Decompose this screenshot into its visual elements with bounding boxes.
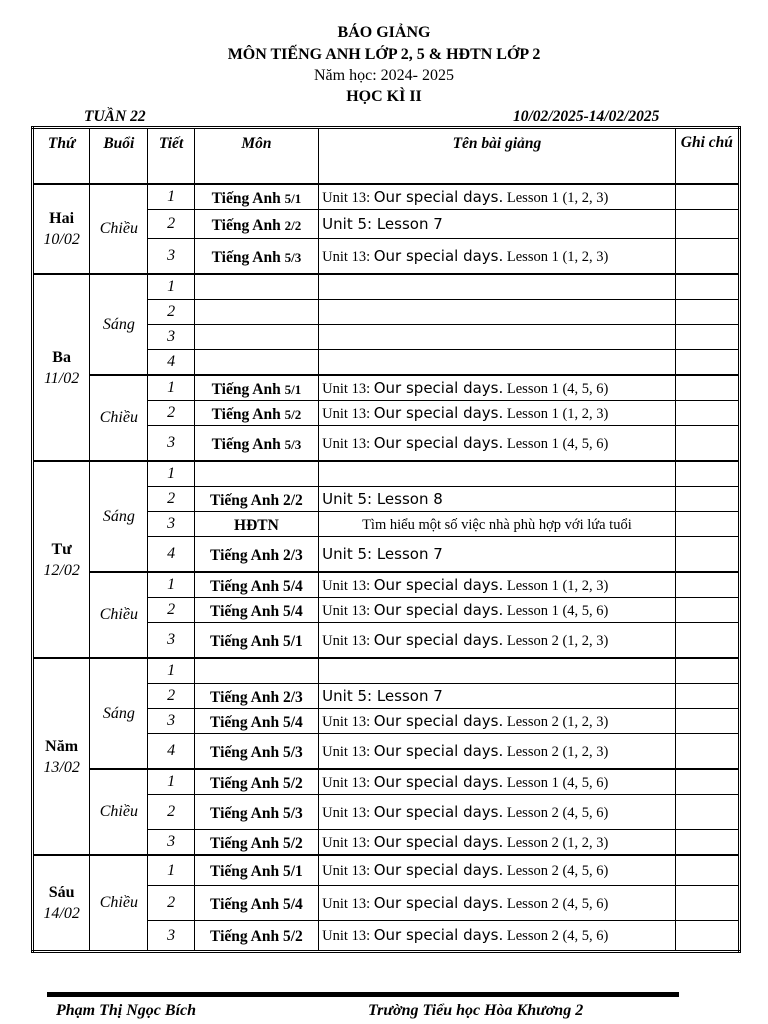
session-cell: Chiều bbox=[90, 184, 148, 274]
subject-name: Tiếng Anh 5/2 bbox=[210, 928, 303, 945]
table-row bbox=[33, 184, 740, 210]
day-cell bbox=[33, 274, 90, 461]
subject-name: Tiếng Anh bbox=[211, 189, 281, 207]
lesson-cell bbox=[319, 598, 676, 623]
subject-cell bbox=[194, 461, 319, 487]
subject-cell bbox=[194, 830, 319, 856]
lesson-number: Lesson 2 (4, 5, 6) bbox=[503, 804, 609, 821]
lesson-number: Lesson 1 (4, 5, 6) bbox=[503, 774, 609, 791]
class-code: 5/1 bbox=[284, 381, 302, 397]
table-row bbox=[33, 855, 740, 886]
lesson-cell bbox=[319, 684, 676, 709]
period-cell: 3 bbox=[148, 830, 194, 856]
lesson-unit: Unit 13: bbox=[322, 380, 374, 397]
lesson-unit: Unit 13: bbox=[322, 577, 374, 594]
subject-name: Tiếng Anh 5/2 bbox=[210, 774, 303, 792]
lesson-cell bbox=[319, 855, 676, 886]
note-cell bbox=[675, 795, 739, 830]
period-cell: 4 bbox=[148, 537, 194, 573]
day-cell bbox=[33, 658, 90, 855]
lesson-topic: Our special days. bbox=[373, 378, 504, 397]
table-header-row bbox=[33, 128, 740, 185]
note-cell bbox=[675, 300, 739, 325]
lesson-number: Lesson 2 (1, 2, 3) bbox=[503, 632, 609, 649]
period-cell: 1 bbox=[148, 572, 194, 598]
lesson-cell bbox=[319, 239, 676, 275]
note-cell bbox=[675, 350, 739, 376]
subject-name: Tiếng Anh bbox=[211, 405, 281, 423]
lesson-cell bbox=[319, 658, 676, 684]
session-cell: Chiều bbox=[90, 855, 148, 952]
lesson-number: Lesson 2 (1, 2, 3) bbox=[503, 713, 609, 730]
subject-cell bbox=[194, 401, 319, 426]
period-cell: 3 bbox=[148, 239, 194, 275]
note-cell bbox=[675, 658, 739, 684]
session-cell: Sáng bbox=[90, 461, 148, 572]
subject-cell bbox=[194, 239, 319, 275]
period-cell: 1 bbox=[148, 769, 194, 795]
day-date: 13/02 bbox=[43, 758, 80, 776]
lesson-unit: Unit 13: bbox=[322, 189, 374, 206]
subject-name: Tiếng Anh 5/4 bbox=[210, 577, 303, 595]
period-cell: 1 bbox=[148, 274, 194, 300]
note-cell bbox=[675, 375, 739, 401]
period-cell: 2 bbox=[148, 684, 194, 709]
week-label: TUẦN 22 bbox=[84, 108, 146, 125]
lesson-unit: Tìm hiểu một số việc nhà phù hợp với lứa tuổi bbox=[362, 516, 632, 533]
lesson-cell bbox=[319, 350, 676, 376]
subject-name: Tiếng Anh bbox=[211, 380, 281, 398]
school-name: Trường Tiểu học Hòa Khương 2 bbox=[368, 1002, 584, 1019]
table-row bbox=[33, 769, 740, 795]
subject-name: Tiếng Anh 5/4 bbox=[210, 713, 303, 731]
subject-cell bbox=[194, 795, 319, 830]
lesson-cell bbox=[319, 709, 676, 734]
table-row bbox=[33, 274, 740, 300]
session-cell: Chiều bbox=[90, 572, 148, 658]
lesson-unit: Unit 13: bbox=[322, 713, 374, 730]
lesson-unit: Unit 13: bbox=[322, 774, 374, 791]
document-subtitle: MÔN TIẾNG ANH LỚP 2, 5 & HĐTN LỚP 2 bbox=[227, 46, 541, 63]
document-title: BÁO GIẢNG bbox=[337, 24, 431, 41]
session-cell: Chiều bbox=[90, 375, 148, 461]
note-cell bbox=[675, 598, 739, 623]
lesson-topic: Our special days. bbox=[373, 741, 504, 760]
lesson-number: Lesson 1 (4, 5, 6) bbox=[503, 602, 609, 619]
lesson-cell bbox=[319, 184, 676, 210]
note-cell bbox=[675, 709, 739, 734]
subject-cell bbox=[194, 572, 319, 598]
lesson-topic: Our special days. bbox=[373, 802, 504, 821]
subject-cell bbox=[194, 709, 319, 734]
day-cell bbox=[33, 461, 90, 658]
lesson-cell bbox=[319, 623, 676, 659]
lesson-unit: Unit 13: bbox=[322, 834, 374, 851]
day-date: 12/02 bbox=[43, 561, 80, 579]
table-row bbox=[33, 658, 740, 684]
subject-name: Tiếng Anh bbox=[211, 248, 281, 266]
day-cell bbox=[33, 855, 90, 952]
lesson-topic: Our special days. bbox=[373, 926, 504, 944]
class-code: 5/2 bbox=[284, 406, 302, 422]
lesson-unit: Unit 13: bbox=[322, 632, 374, 649]
subject-cell bbox=[194, 921, 319, 952]
subject-cell bbox=[194, 598, 319, 623]
note-cell bbox=[675, 461, 739, 487]
lesson-cell bbox=[319, 537, 676, 573]
footer-rule bbox=[47, 992, 679, 997]
lesson-topic: Our special days. bbox=[373, 433, 504, 452]
subject-cell bbox=[194, 855, 319, 886]
col-header-period: Tiết bbox=[148, 128, 194, 185]
period-cell: 1 bbox=[148, 375, 194, 401]
period-cell: 2 bbox=[148, 795, 194, 830]
lesson-topic: Our special days. bbox=[373, 893, 504, 912]
lesson-unit: Unit 13: bbox=[322, 895, 374, 912]
table-row bbox=[33, 375, 740, 401]
subject-cell bbox=[194, 886, 319, 921]
note-cell bbox=[675, 734, 739, 770]
subject-cell bbox=[194, 300, 319, 325]
lesson-cell bbox=[319, 274, 676, 300]
note-cell bbox=[675, 886, 739, 921]
lesson-cell bbox=[319, 734, 676, 770]
col-header-day: Thứ bbox=[33, 128, 90, 185]
note-cell bbox=[675, 274, 739, 300]
teacher-name: Phạm Thị Ngọc Bích bbox=[56, 1002, 197, 1019]
period-cell: 2 bbox=[148, 401, 194, 426]
note-cell bbox=[675, 426, 739, 462]
subject-cell bbox=[194, 658, 319, 684]
note-cell bbox=[675, 830, 739, 856]
subject-name: Tiếng Anh 2/3 bbox=[210, 546, 303, 564]
lesson-number: Lesson 1 (1, 2, 3) bbox=[503, 189, 609, 206]
subject-name: Tiếng Anh 2/3 bbox=[210, 688, 303, 706]
subject-name: Tiếng Anh bbox=[211, 216, 281, 234]
note-cell bbox=[675, 210, 739, 239]
lesson-number: Lesson 2 (4, 5, 6) bbox=[503, 863, 609, 879]
subject-cell bbox=[194, 734, 319, 770]
subject-cell bbox=[194, 184, 319, 210]
period-cell: 3 bbox=[148, 512, 194, 537]
col-header-lesson: Tên bài giảng bbox=[319, 128, 676, 185]
note-cell bbox=[675, 855, 739, 886]
lesson-topic: Unit 5: Lesson 8 bbox=[322, 489, 443, 508]
note-cell bbox=[675, 537, 739, 573]
lesson-topic: Unit 5: Lesson 7 bbox=[322, 544, 443, 563]
subject-cell bbox=[194, 325, 319, 350]
lesson-topic: Our special days. bbox=[373, 711, 504, 730]
day-date: 14/02 bbox=[43, 905, 80, 922]
lesson-topic: Our special days. bbox=[373, 772, 504, 791]
lesson-number: Lesson 2 (1, 2, 3) bbox=[503, 834, 609, 851]
lesson-cell bbox=[319, 572, 676, 598]
subject-name: Tiếng Anh 5/2 bbox=[210, 834, 303, 852]
lesson-cell bbox=[319, 426, 676, 462]
note-cell bbox=[675, 401, 739, 426]
table-row bbox=[33, 572, 740, 598]
school-year: Năm học: 2024- 2025 bbox=[314, 67, 454, 84]
lesson-cell bbox=[319, 795, 676, 830]
subject-name: Tiếng Anh 5/3 bbox=[210, 743, 303, 761]
session-cell: Chiều bbox=[90, 769, 148, 855]
lesson-unit: Unit 13: bbox=[322, 804, 374, 821]
lesson-cell bbox=[319, 512, 676, 537]
period-cell: 1 bbox=[148, 461, 194, 487]
period-cell: 2 bbox=[148, 210, 194, 239]
lesson-cell bbox=[319, 886, 676, 921]
session-cell: Sáng bbox=[90, 274, 148, 375]
note-cell bbox=[675, 512, 739, 537]
schedule-table bbox=[31, 126, 741, 953]
lesson-topic: Our special days. bbox=[373, 187, 504, 206]
lesson-unit: Unit 13: bbox=[322, 602, 374, 619]
period-cell: 3 bbox=[148, 623, 194, 659]
lesson-number: Lesson 1 (1, 2, 3) bbox=[503, 577, 609, 594]
lesson-unit: Unit 13: bbox=[322, 435, 374, 452]
col-header-subject: Môn bbox=[194, 128, 319, 185]
day-name: Tư bbox=[51, 540, 72, 558]
date-range: 10/02/2025-14/02/2025 bbox=[513, 108, 660, 125]
lesson-cell bbox=[319, 921, 676, 952]
day-name: Năm bbox=[45, 737, 79, 755]
note-cell bbox=[675, 325, 739, 350]
period-cell: 2 bbox=[148, 300, 194, 325]
period-cell: 3 bbox=[148, 325, 194, 350]
lesson-number: Lesson 1 (1, 2, 3) bbox=[503, 248, 609, 265]
lesson-topic: Our special days. bbox=[373, 832, 504, 851]
subject-cell bbox=[194, 375, 319, 401]
lesson-cell bbox=[319, 300, 676, 325]
lesson-cell bbox=[319, 210, 676, 239]
note-cell bbox=[675, 239, 739, 275]
period-cell: 2 bbox=[148, 598, 194, 623]
subject-cell bbox=[194, 512, 319, 537]
day-name: Hai bbox=[49, 210, 75, 227]
note-cell bbox=[675, 487, 739, 512]
period-cell: 1 bbox=[148, 184, 194, 210]
period-cell: 4 bbox=[148, 734, 194, 770]
subject-cell bbox=[194, 426, 319, 462]
lesson-topic: Our special days. bbox=[373, 575, 504, 594]
lesson-topic: Our special days. bbox=[373, 630, 504, 649]
lesson-number: Lesson 1 (4, 5, 6) bbox=[503, 435, 609, 452]
subject-name: HĐTN bbox=[234, 516, 279, 534]
subject-cell bbox=[194, 537, 319, 573]
day-name: Sáu bbox=[48, 884, 75, 901]
day-date: 11/02 bbox=[43, 369, 80, 387]
period-cell: 2 bbox=[148, 487, 194, 512]
note-cell bbox=[675, 769, 739, 795]
note-cell bbox=[675, 921, 739, 952]
period-cell: 1 bbox=[148, 658, 194, 684]
subject-cell bbox=[194, 274, 319, 300]
subject-cell bbox=[194, 350, 319, 376]
class-code: 2/2 bbox=[284, 217, 302, 233]
lesson-cell bbox=[319, 375, 676, 401]
period-cell: 3 bbox=[148, 709, 194, 734]
note-cell bbox=[675, 184, 739, 210]
session-cell: Sáng bbox=[90, 658, 148, 769]
table-row bbox=[33, 461, 740, 487]
subject-name: Tiếng Anh 5/1 bbox=[210, 632, 303, 650]
class-code: 5/3 bbox=[284, 436, 302, 452]
lesson-unit: Unit 13: bbox=[322, 405, 374, 422]
subject-name: Tiếng Anh 5/4 bbox=[210, 895, 303, 913]
day-name: Ba bbox=[52, 348, 71, 366]
subject-name: Tiếng Anh 5/4 bbox=[210, 602, 303, 620]
lesson-unit: Unit 13: bbox=[322, 743, 374, 760]
lesson-cell bbox=[319, 325, 676, 350]
period-cell: 1 bbox=[148, 855, 194, 886]
subject-name: Tiếng Anh 2/2 bbox=[210, 491, 303, 509]
subject-cell bbox=[194, 487, 319, 512]
lesson-unit: Unit 13: bbox=[322, 928, 374, 944]
lesson-number: Lesson 1 (1, 2, 3) bbox=[503, 405, 609, 422]
col-header-note: Ghi chú bbox=[675, 128, 739, 185]
lesson-number: Lesson 1 (4, 5, 6) bbox=[503, 380, 609, 397]
period-cell: 2 bbox=[148, 886, 194, 921]
subject-cell bbox=[194, 210, 319, 239]
subject-cell bbox=[194, 623, 319, 659]
lesson-cell bbox=[319, 769, 676, 795]
period-cell: 4 bbox=[148, 350, 194, 376]
lesson-cell bbox=[319, 461, 676, 487]
day-date: 10/02 bbox=[43, 231, 80, 248]
lesson-number: Lesson 2 (4, 5, 6) bbox=[503, 895, 609, 912]
class-code: 5/1 bbox=[284, 190, 302, 206]
lesson-topic: Unit 5: Lesson 7 bbox=[322, 686, 443, 705]
note-cell bbox=[675, 684, 739, 709]
lesson-unit: Unit 13: bbox=[322, 248, 374, 265]
subject-name: Tiếng Anh 5/1 bbox=[210, 863, 303, 880]
subject-cell bbox=[194, 769, 319, 795]
lesson-topic: Our special days. bbox=[373, 600, 504, 619]
semester: HỌC KÌ II bbox=[346, 88, 422, 105]
note-cell bbox=[675, 623, 739, 659]
lesson-number: Lesson 2 (1, 2, 3) bbox=[503, 743, 609, 760]
note-cell bbox=[675, 572, 739, 598]
lesson-topic: Unit 5: Lesson 7 bbox=[322, 214, 443, 233]
lesson-topic: Our special days. bbox=[373, 861, 504, 879]
lesson-unit: Unit 13: bbox=[322, 863, 374, 879]
lesson-number: Lesson 2 (4, 5, 6) bbox=[503, 928, 609, 944]
subject-name: Tiếng Anh bbox=[211, 435, 281, 453]
period-cell: 3 bbox=[148, 426, 194, 462]
lesson-cell bbox=[319, 401, 676, 426]
class-code: 5/3 bbox=[284, 249, 302, 265]
lesson-topic: Our special days. bbox=[373, 403, 504, 422]
lesson-cell bbox=[319, 487, 676, 512]
col-header-session: Buổi bbox=[90, 128, 148, 185]
subject-name: Tiếng Anh 5/3 bbox=[210, 804, 303, 822]
lesson-topic: Our special days. bbox=[373, 246, 504, 265]
period-cell: 3 bbox=[148, 921, 194, 952]
day-cell bbox=[33, 184, 90, 274]
subject-cell bbox=[194, 684, 319, 709]
lesson-cell bbox=[319, 830, 676, 856]
